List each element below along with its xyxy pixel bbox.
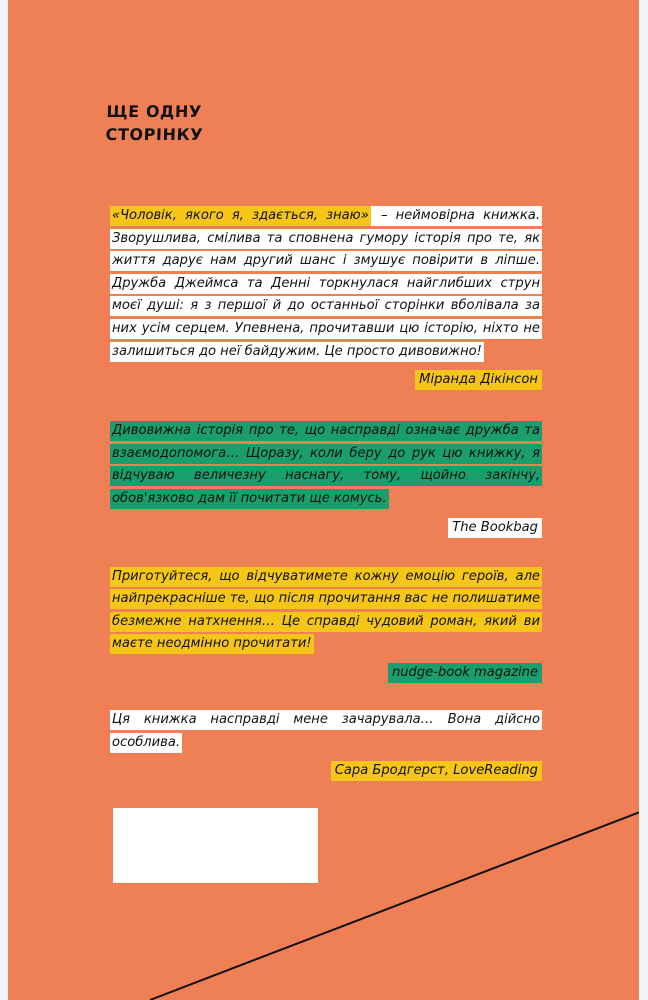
quote-attribution-text: Сара Бродгерст, LoveReading <box>331 761 542 781</box>
diagonal-line-decoration <box>0 780 648 1000</box>
publisher-imprint: ЩЕ ОДНУ СТОРІНКУ <box>105 102 204 145</box>
quote-attribution-text: Міранда Дікінсон <box>415 370 542 390</box>
review-quote <box>110 420 542 537</box>
quote-body <box>110 566 542 656</box>
page-edge-left <box>0 0 8 1000</box>
blank-white-panel <box>113 808 318 883</box>
quote-attribution <box>110 761 542 781</box>
review-quote <box>110 709 542 781</box>
quote-text: Ця книжка насправді мене зачарувала… Вона дійсно особлива. <box>110 710 542 753</box>
quote-attribution <box>110 370 542 390</box>
review-quotes-list <box>110 205 542 781</box>
quote-text: Приготуйтеся, що відчуватимете кожну емоцію героїв, але найпрекрасніше те, що після прочитання вас не полишатиме безмежне натхнення… Це справді чудовий роман, який ви маєте неодмінно прочитати! <box>110 567 542 655</box>
quote-attribution-text: The Bookbag <box>448 518 542 538</box>
quote-body <box>110 709 542 754</box>
quote-attribution <box>110 663 542 683</box>
review-quote <box>110 205 542 390</box>
quote-attribution <box>110 518 542 538</box>
page-edge-right <box>639 0 648 1000</box>
quote-lead-highlight: «Чоловік, якого я, здається, знаю» <box>110 206 371 226</box>
quote-body <box>110 205 542 363</box>
quote-text: – неймовірна книжка. Зворушлива, смілива та сповнена гумору історія про те, як життя дарує нам другий шанс і змушує повірити в ліпше. Дружба Джеймса та Денні торкнулася найглибших струн моєї душі: я з першої й до останньої сторінки вболівала за них усім серцем. Упевнена, прочитавши цю історію, ніхто не залишиться до неї байдужим. Це просто дивовижно! <box>110 206 542 362</box>
quote-body <box>110 420 542 510</box>
quote-text: Дивовижна історія про те, що насправді означає дружба та взаємодопомога… Щоразу, коли беру до рук цю книжку, я відчуваю величезну наснагу, тому, щойно закінчу, обов'язково дам її почитати ще комусь. <box>110 421 542 509</box>
quote-attribution-text: nudge-book magazine <box>388 663 542 683</box>
review-quote <box>110 566 542 683</box>
